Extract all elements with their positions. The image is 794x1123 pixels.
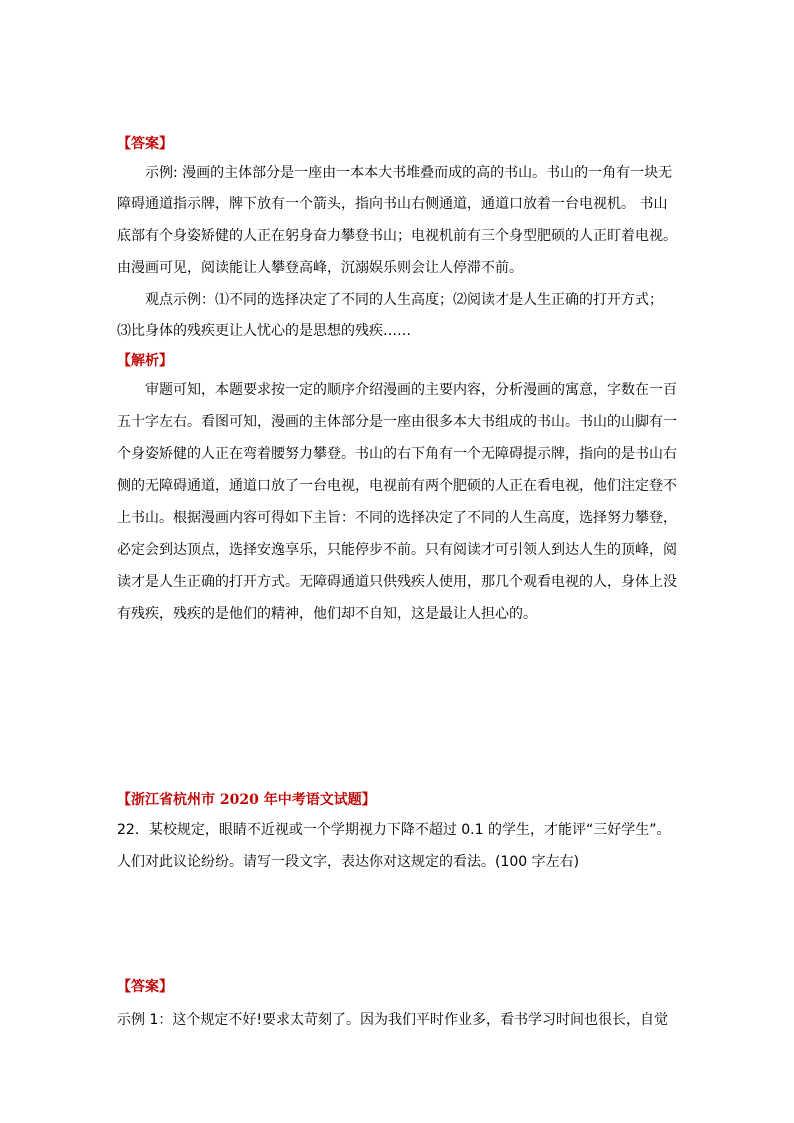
analysis-text-line: 上书山。根据漫画内容可得如下主旨：不同的选择决定了不同的人生高度，选择努力攀登，	[117, 510, 677, 526]
viewpoint-text-line: 观点示例：⑴不同的选择决定了不同的人生高度；⑵阅读才是人生正确的打开方式；	[145, 292, 663, 308]
viewpoint-text-line: ⑶比身体的残疾更让人忧心的是思想的残疾……	[117, 323, 411, 339]
answer-text-line: 底部有个身姿矫健的人正在躬身奋力攀登书山；电视机前有三个身型肥硕的人正盯着电视。	[117, 228, 677, 244]
question-text-line: 人们对此议论纷纷。请写一段文字，表达你对这规定的看法。(100 字左右)	[117, 854, 580, 870]
analysis-text-line: 必定会到达顶点，选择安逸享乐，只能停步不前。只有阅读才可引领人到达人生的顶峰，阅	[117, 542, 677, 558]
answer-tag: 【答案】	[117, 979, 173, 995]
answer-text-line: 障碍通道指示牌，牌下放有一个箭头，指向书山右侧通道，通道口放着一台电视机。 书山	[117, 196, 668, 212]
answer-text-line: 由漫画可见，阅读能让人攀登高峰，沉溺娱乐则会让人停滞不前。	[117, 260, 523, 276]
question-text-line: 22．某校规定，眼睛不近视或一个学期视力下降不超过 0.1 的学生，才能评“三好学生”。	[117, 822, 671, 838]
analysis-text-line: 审题可知，本题要求按一定的顺序介绍漫画的主要内容，分析漫画的寓意，字数在一百	[145, 382, 677, 398]
analysis-text-line: 五十字左右。看图可知，漫画的主体部分是一座由很多本大书组成的书山。书山的山脚有一	[117, 414, 677, 430]
analysis-text-line: 个身姿矫健的人正在弯着腰努力攀登。书山的右下角有一个无障碍提示牌，指向的是书山右	[117, 446, 677, 462]
source-tag: 【浙江省杭州市 2020 年中考语文试题】	[117, 792, 376, 808]
answer-text-line: 示例 1：这个规定不好!要求太苛刻了。因为我们平时作业多，看书学习时间也很长，自觉	[117, 1012, 668, 1028]
answer-tag: 【答案】	[117, 136, 173, 152]
analysis-text-line: 读才是人生正确的打开方式。无障碍通道只供残疾人使用，那几个观看电视的人，身体上没	[117, 574, 677, 590]
analysis-tag: 【解析】	[117, 353, 173, 369]
analysis-text-line: 侧的无障碍通道，通道口放了一台电视，电视前有两个肥硕的人正在看电视，他们注定登不	[117, 478, 677, 494]
analysis-text-line: 有残疾，残疾的是他们的精神，他们却不自知，这是最让人担心的。	[117, 606, 537, 622]
answer-text-line: 示例: 漫画的主体部分是一座由一本本大书堆叠而成的高的书山。书山的一角有一块无	[145, 165, 673, 181]
